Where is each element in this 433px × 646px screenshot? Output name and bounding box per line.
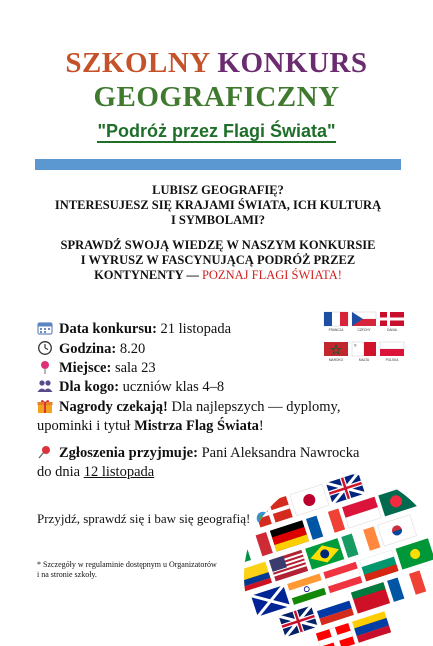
prize-value-2: upominki i tytuł <box>37 418 131 434</box>
intro-questions <box>30 183 406 228</box>
prize-title: Mistrza Flag Świata <box>134 418 259 434</box>
audience-value: uczniów klas 4–8 <box>122 379 225 395</box>
gift-icon <box>37 399 53 413</box>
detail-prizes <box>37 398 397 436</box>
poster-title-line2: GEOGRAFICZNY <box>93 81 340 113</box>
flag-globe-image <box>236 466 433 646</box>
detail-place <box>37 359 156 378</box>
date-value: 21 listopada <box>160 321 232 337</box>
pin-icon <box>37 360 53 374</box>
detail-audience <box>37 378 224 397</box>
intro-invite-3 <box>30 268 406 283</box>
footnote-line-1: * Szczegóły w regulaminie dostępnym u Organizatorów <box>37 560 217 569</box>
flag-label-polska: POLSKA <box>385 358 399 362</box>
intro-question-2: INTERESUJESZ SIĘ KRAJAMI ŚWIATA, ICH KULTURĄ <box>54 198 382 212</box>
flag-czechia <box>352 312 376 326</box>
intro-invite-highlight: POZNAJ FLAGI ŚWIATA! <box>201 268 342 282</box>
flags-card-image <box>323 310 405 374</box>
audience-label: Dla kogo: <box>59 379 120 395</box>
divider-bar <box>35 159 401 170</box>
poster-subtitle <box>0 121 433 142</box>
flag-label-france: FRANCJA <box>328 328 344 332</box>
flag-label-maroko: MAROKO <box>328 358 344 362</box>
footnote-line-2: i na stronie szkoły. <box>37 570 97 579</box>
flag-label-czechy: CZECHY <box>357 328 371 332</box>
place-label: Miejsce: <box>59 360 112 376</box>
title-word-konkurs: KONKURS <box>217 47 368 79</box>
intro-invite-3-text: KONTYNENTY — <box>94 268 199 282</box>
prize-value: Dla najlepszych — dyplomy, <box>171 399 341 415</box>
detail-date <box>37 320 231 339</box>
intro-invite-1: SPRAWDŹ SWOJĄ WIEDZĘ W NASZYM KONKURSIE <box>60 238 376 252</box>
flag-label-dania: DANIA <box>387 328 397 332</box>
title-word-szkolny: SZKOLNY <box>65 47 210 79</box>
registration-until: do dnia <box>37 464 81 480</box>
people-icon <box>37 379 53 393</box>
flag-denmark <box>380 312 404 326</box>
footnote <box>37 560 257 580</box>
time-label: Godzina: <box>59 341 117 357</box>
flag-france <box>324 312 348 326</box>
detail-time <box>37 340 145 359</box>
flag-poland <box>380 342 404 356</box>
intro-invite-2: I WYRUSZ W FASCYNUJĄCĄ PODRÓŻ PRZEZ <box>80 253 356 267</box>
subtitle-text: "Podróż przez Flagi Świata" <box>97 121 336 141</box>
prize-end: ! <box>258 418 264 434</box>
clock-icon <box>37 341 53 355</box>
prize-label: Nagrody czekają! <box>59 399 168 415</box>
flag-label-malta: MALTA <box>358 358 370 362</box>
flag-morocco <box>324 342 348 356</box>
pushpin-icon <box>37 445 53 459</box>
closing-text: Przyjdź, sprawdź się i baw się geografią! <box>37 511 251 526</box>
calendar-icon <box>37 321 53 335</box>
flag-malta <box>352 342 376 356</box>
poster-title-line1 <box>0 46 433 80</box>
registration-deadline: 12 listopada <box>83 464 155 480</box>
registration-value: Pani Aleksandra Nawrocka <box>201 445 360 461</box>
intro-question-1: LUBISZ GEOGRAFIĘ? <box>152 183 284 197</box>
date-label: Data konkursu: <box>59 321 157 337</box>
intro-invitation <box>30 238 406 283</box>
time-value: 8.20 <box>119 341 146 357</box>
registration-label: Zgłoszenia przyjmuje: <box>59 445 198 461</box>
place-value: sala 23 <box>114 360 156 376</box>
intro-question-3: I SYMBOLAMI? <box>170 213 266 227</box>
